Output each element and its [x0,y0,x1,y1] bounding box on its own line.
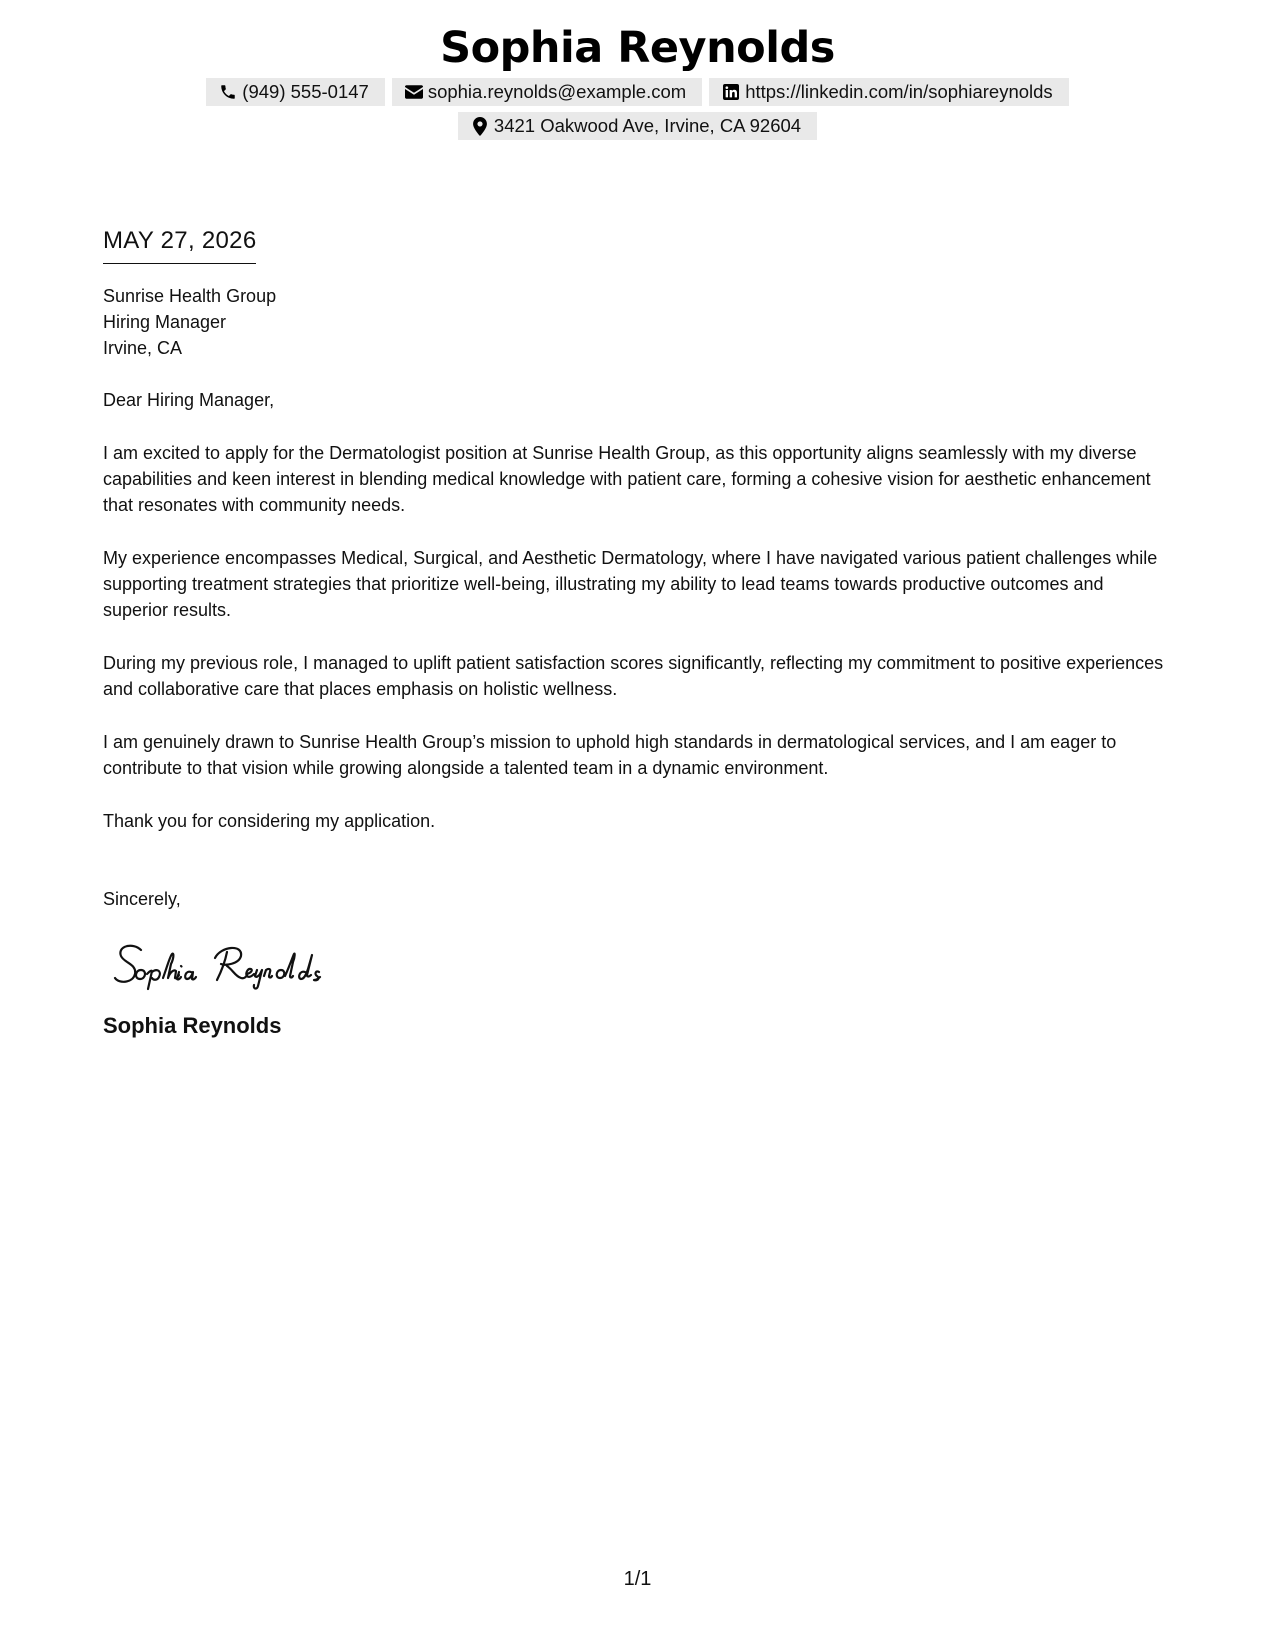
recipient-location: Irvine, CA [103,338,183,358]
letter-body [103,226,1173,1040]
phone-icon [218,82,238,102]
linkedin-chip[interactable] [709,78,1068,106]
recipient-company: Sunrise Health Group [103,286,277,306]
closing-line: Sincerely, [103,889,181,909]
signer-name: Sophia Reynolds [103,1013,282,1038]
letter-date: MAY 27, 2026 [103,226,256,264]
letter-header [0,22,1275,140]
map-pin-icon [470,116,490,136]
thanks-line: Thank you for considering my application. [103,811,436,831]
address-chip [458,112,817,140]
page-indicator: 1/1 [623,1568,652,1590]
greeting: Dear Hiring Manager, [103,390,275,410]
address-row [0,112,1275,140]
email-chip[interactable] [392,78,702,106]
linkedin-text: https://linkedin.com/in/sophiareynolds [745,81,1053,102]
phone-chip[interactable] [206,78,385,106]
email-text: sophia.reynolds@example.com [427,81,687,102]
body-paragraph: I am genuinely drawn to Sunrise Health Group’s mission to uphold high standards in dermatological services, and I am eager to contribute to that vision while growing alongside a talented team in a dynamic environment. [103,732,1117,778]
body-paragraph: My experience encompasses Medical, Surgical, and Aesthetic Dermatology, where I have navigated various patient challenges while supporting treatment strategies that prioritize well-being, illustrating my ability to lead teams towards productive outcomes and superior results. [103,548,1158,620]
handwritten-signature [111,936,361,992]
body-paragraph: During my previous role, I managed to uplift patient satisfaction scores significantly, reflecting my commitment to positive experiences and collaborative care that places emphasis on holistic wellness. [103,653,1164,699]
contact-row [0,78,1275,106]
envelope-icon [404,82,424,102]
body-paragraph: I am excited to apply for the Dermatologist position at Sunrise Health Group, as this opportunity aligns seamlessly with my diverse capabilities and keen interest in blending medical knowledge with patient care, forming a cohesive vision for aesthetic enhancement that resonates with community needs. [103,443,1151,515]
phone-text: (949) 555-0147 [242,81,369,102]
applicant-name: Sophia Reynolds [440,23,835,73]
recipient-block [103,283,1173,361]
address-text: 3421 Oakwood Ave, Irvine, CA 92604 [493,115,802,136]
recipient-title: Hiring Manager [103,312,227,332]
linkedin-icon [721,82,741,102]
